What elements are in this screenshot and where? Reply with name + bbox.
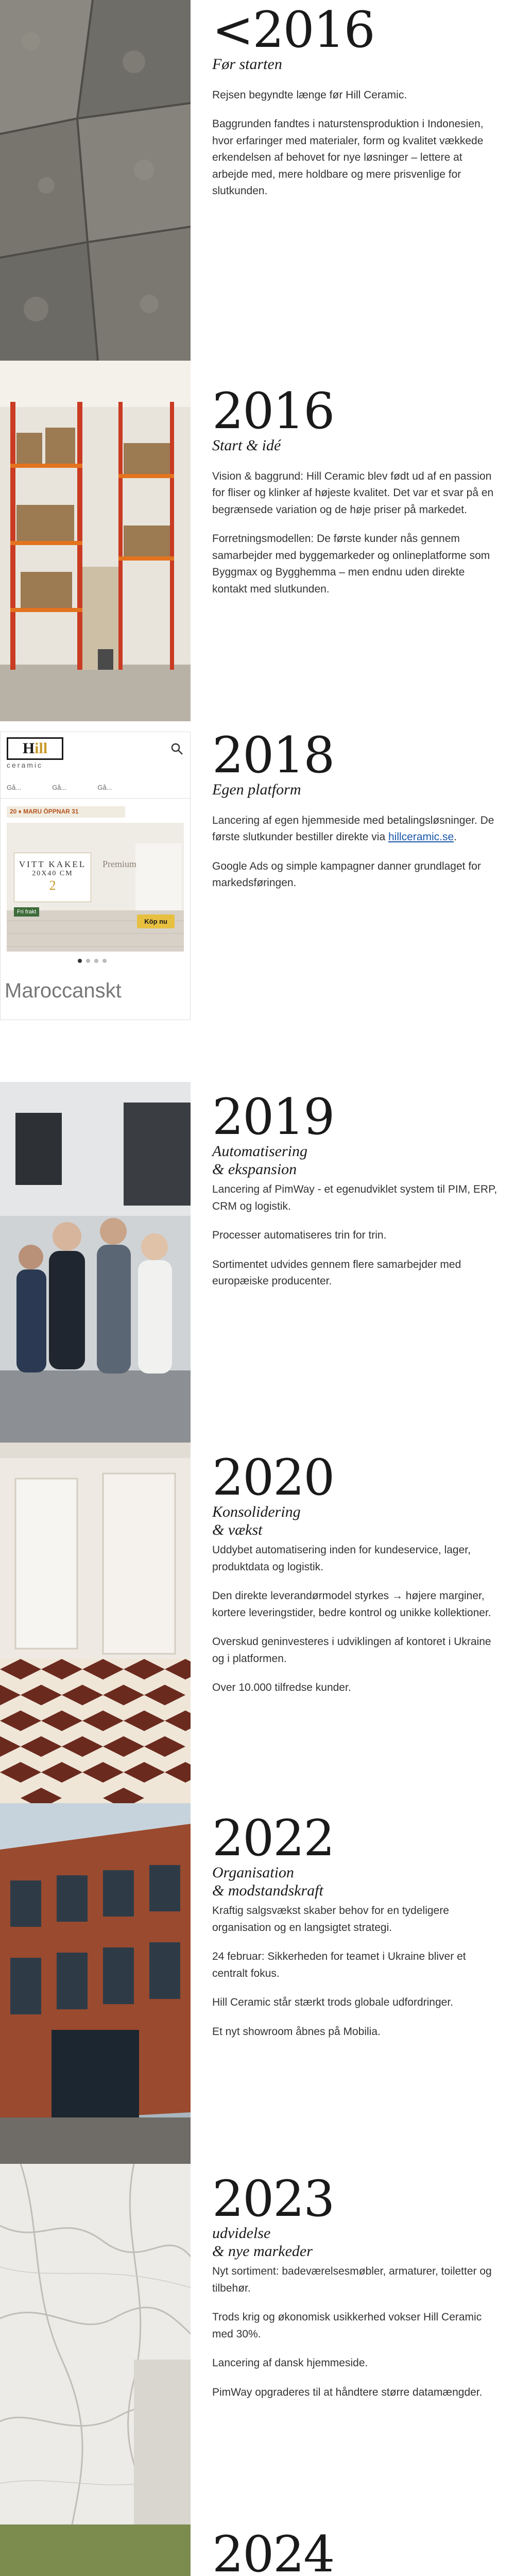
entry-paragraph: Rejsen begyndte længe før Hill Ceramic. <box>212 89 407 101</box>
premium-label: Premium <box>102 859 136 869</box>
entry-text <box>212 2526 501 2576</box>
fair-meeting-photo <box>0 1082 191 1443</box>
site-nav <box>7 784 112 791</box>
carousel-dot[interactable] <box>86 959 90 963</box>
entry-paragraph: Lancering af egen hjemmeside med betalingsløsninger. De første slutkunder bestiller direkte via hillceramic.se. <box>212 814 494 843</box>
entry-text <box>212 1088 501 1302</box>
entry-text <box>212 726 501 904</box>
entry-paragraph: Sortimentet udvides gennem flere samarbejder med europæiske producenter. <box>212 1258 461 1287</box>
brick-building-photo <box>0 1803 191 2164</box>
timeline-entry-2018 <box>0 721 515 1082</box>
divider <box>1 798 190 799</box>
timeline-entry-2022 <box>0 1803 515 2164</box>
entry-paragraph: Et nyt showroom åbnes på Mobilia. <box>212 2025 381 2038</box>
entry-paragraph: Trods krig og økonomisk usikkerhed vokser Hill Ceramic med 30%. <box>212 2311 482 2340</box>
site-logo[interactable]: Hill <box>7 737 63 760</box>
hero-image[interactable] <box>7 823 184 952</box>
carousel-dot[interactable] <box>78 959 82 963</box>
carousel-dots[interactable] <box>78 959 107 963</box>
checkered-floor-photo <box>0 1443 191 1803</box>
entry-subtitle: udvidelse & nye markeder <box>212 2225 313 2260</box>
year-heading: 2016 <box>212 382 334 440</box>
buy-button[interactable]: Köp nu <box>137 914 175 928</box>
entry-paragraph: Processer automatiseres trin for trin. <box>212 1229 387 1242</box>
timeline-entry-2020 <box>0 1443 515 1803</box>
timeline-entry-2016 <box>0 361 515 721</box>
entry-subtitle: Konsolidering & vækst <box>212 1503 301 1538</box>
product-sign: VITT KAKEL 20X40 CM 2 <box>14 853 91 902</box>
entry-paragraph: Lancering af dansk hjemmeside. <box>212 2357 368 2369</box>
year-heading: 2023 <box>212 2170 334 2228</box>
site-logo-brand: ceramic <box>7 761 43 769</box>
promo-banner[interactable]: 20 ♦ MARU ÖPPNAR 31 <box>7 806 125 818</box>
year-heading: <2016 <box>212 1 374 59</box>
entry-subtitle: Egen platform <box>212 781 301 798</box>
entry-paragraph: Forretningsmodellen: De første kunder nås gennem samarbejder med byggemarkeder og onlineplatforme som Byggmax og Bygghemma – men endnu uden direkte kontakt med slutkunden. <box>212 533 490 595</box>
entry-text <box>212 1809 501 2053</box>
stone-tiles-photo <box>0 0 191 361</box>
category-caption[interactable]: Maroccanskt <box>5 979 122 1002</box>
entry-paragraph: Den direkte leverandørmodel styrkes → højere marginer, kortere leveringstider, bedre kontrol og unikke kollektioner. <box>212 1590 491 1619</box>
website-screenshot <box>0 732 191 1020</box>
timeline-entry-2024 <box>0 2524 515 2576</box>
fire-pit-photo <box>0 2524 191 2576</box>
entry-paragraph: Vision & baggrund: Hill Ceramic blev født ud af en passion for fliser og klinker af højeste kvalitet. Det var et svar på en begrænsede variation og de høje priser på markedet. <box>212 470 494 516</box>
site-link[interactable]: hillceramic.se <box>388 831 454 843</box>
entry-paragraph: Baggrunden fandtes i naturstensproduktion i Indonesien, hvor erfaringer med materialer, form og kvalitet vækkede erkendelsen af behovet for nye løsninger – lettere at arbejde med, mere holdbare og mere prisvenlige for slutkunden. <box>212 118 484 197</box>
site-nav-item[interactable]: Gå... <box>7 784 22 791</box>
entry-paragraph: Overskud geninvesteres i udviklingen af kontoret i Ukraine og i platformen. <box>212 1636 491 1665</box>
entry-subtitle: Organisation & modstandskraft <box>212 1864 323 1899</box>
site-nav-item[interactable]: Gå... <box>52 784 67 791</box>
entry-paragraph: Google Ads og simple kampagner danner grundlaget for markedsføringen. <box>212 860 481 889</box>
timeline-entry-2019 <box>0 1082 515 1443</box>
entry-paragraph: Nyt sortiment: badeværelsesmøbler, armaturer, toiletter og tilbehør. <box>212 2265 492 2294</box>
timeline-entry-pre-2016 <box>0 0 515 361</box>
site-nav-item[interactable]: Gå... <box>97 784 112 791</box>
carousel-dot[interactable] <box>94 959 98 963</box>
year-heading: 2020 <box>212 1449 334 1506</box>
entry-paragraph: 24 februar: Sikkerheden for teamet i Ukraine bliver et centralt fokus. <box>212 1951 466 1979</box>
year-heading: 2024 <box>212 2526 334 2576</box>
year-heading: 2018 <box>212 726 334 784</box>
entry-paragraph: PimWay opgraderes til at håndtere større datamængder. <box>212 2386 483 2398</box>
year-heading: 2022 <box>212 1809 334 1867</box>
carousel-dot[interactable] <box>102 959 107 963</box>
shipping-badge: Fri frakt <box>14 907 39 917</box>
entry-text <box>212 1449 501 1709</box>
entry-subtitle: Før starten <box>212 56 282 73</box>
entry-subtitle: Automatisering & ekspansion <box>212 1143 307 1178</box>
entry-subtitle: Start & idé <box>212 437 281 454</box>
entry-text <box>212 382 501 610</box>
timeline-entry-2023 <box>0 2164 515 2524</box>
marble-photo <box>0 2164 191 2524</box>
entry-paragraph: Lancering af PimWay - et egenudviklet system til PIM, ERP, CRM og logistik. <box>212 1183 497 1212</box>
year-heading: 2019 <box>212 1088 334 1146</box>
search-icon[interactable] <box>170 742 184 756</box>
entry-paragraph: Uddybet automatisering inden for kundeservice, lager, produktdata og logistik. <box>212 1544 471 1573</box>
entry-text <box>212 1 501 212</box>
entry-text <box>212 2170 501 2413</box>
entry-paragraph: Kraftig salgsvækst skaber behov for en tydeligere organisation og en langsigtet strategi. <box>212 1905 449 1934</box>
entry-paragraph: Over 10.000 tilfredse kunder. <box>212 1682 351 1694</box>
entry-paragraph: Hill Ceramic står stærkt trods globale udfordringer. <box>212 1996 454 2009</box>
warehouse-photo <box>0 361 191 721</box>
